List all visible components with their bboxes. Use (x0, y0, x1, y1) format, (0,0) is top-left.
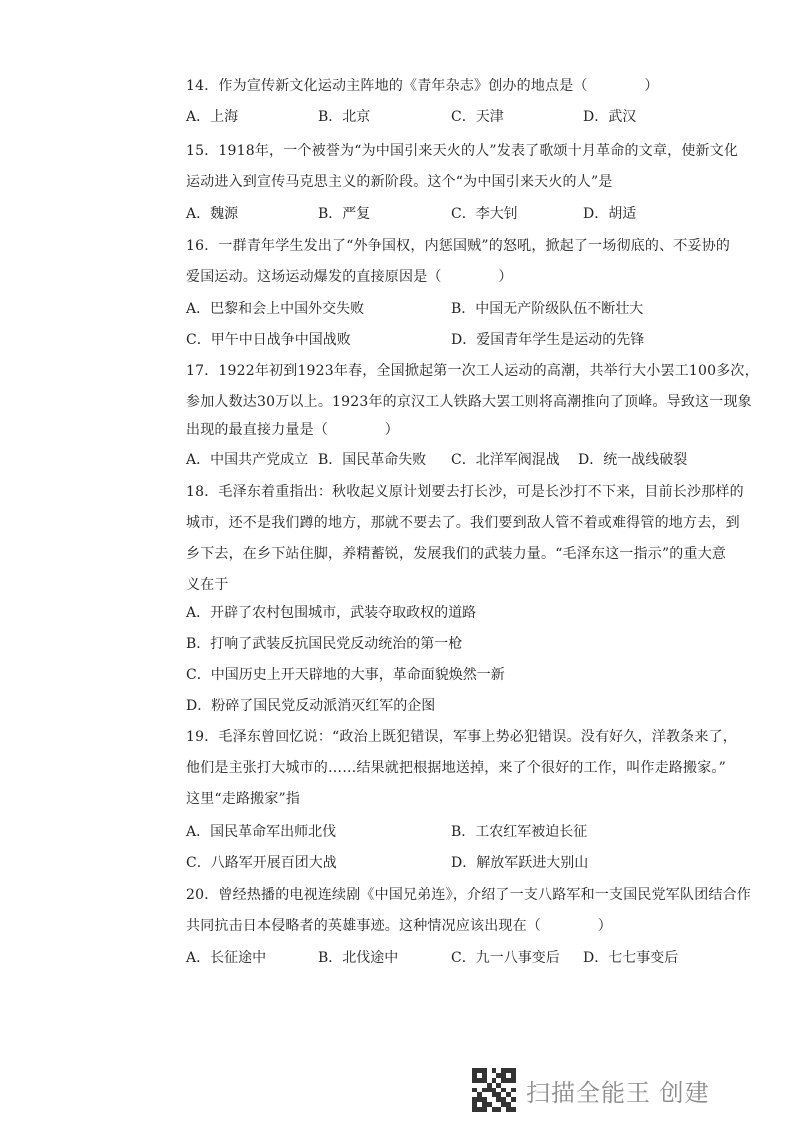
question-16-option-b: B．中国无产阶级队伍不断壮大 (451, 301, 644, 317)
question-17-option-a: A．中国共产党成立 (186, 452, 309, 468)
question-19-stem-line-3: 这里“走路搬家”指 (186, 791, 301, 807)
question-20-stem-line-1: 20．曾经热播的电视连续剧《中国兄弟连》，介绍了一支八路军和一支国民党军队团结合作 (186, 887, 752, 903)
question-16-option-a: A．巴黎和会上中国外交失败 (186, 301, 365, 317)
question-14-stem: 14．作为宣传新文化运动主阵地的《青年杂志》创办的地点是（ ） (186, 78, 659, 94)
question-16-stem-line-2: 爱国运动。这场运动爆发的直接原因是（ ） (186, 269, 513, 285)
question-18-stem-line-4: 义在于 (186, 577, 229, 593)
question-19-option-d: D．解放军跃进大别山 (451, 855, 589, 871)
question-19-option-a: A．国民革命军出师北伐 (186, 824, 337, 840)
question-14-option-c: C．天津 (451, 109, 504, 125)
question-14-option-b: B．北京 (318, 109, 371, 125)
question-15-option-a: A．魏源 (186, 206, 239, 222)
question-20-option-a: A．长征途中 (186, 950, 267, 966)
question-15-stem-line-2: 运动进入到宣传马克思主义的新阶段。这个“为中国引来天火的人”是 (186, 174, 613, 190)
question-19-option-b: B．工农红军被迫长征 (451, 824, 588, 840)
question-17-stem-line-1: 17．1922年初到1923年春，全国掀起第一次工人运动的高潮，共举行大小罢工100多次， (186, 363, 759, 379)
question-19-stem-line-2: 他们是主张打大城市的……结果就把根据地送掉，来了个很好的工作，叫作走路搬家。” (186, 760, 726, 776)
question-17-stem-line-2: 参加人数达30万以上。1923年的京汉工人铁路大罢工则将高潮推向了顶峰。导致这一现象 (186, 394, 752, 410)
scanner-watermark (472, 1068, 710, 1112)
question-18-option-a: A．开辟了农村包围城市，武装夺取政权的道路 (186, 605, 477, 621)
question-15-option-b: B．严复 (318, 206, 371, 222)
question-18-option-b: B．打响了武装反抗国民党反动统治的第一枪 (186, 636, 463, 652)
question-17-option-d: D．统一战线破裂 (578, 452, 688, 468)
question-15-stem-line-1: 15．1918年，一个被誉为“为中国引来天火的人”发表了歌颂十月革命的文章，使新文化 (186, 143, 739, 159)
question-17-stem-line-3: 出现的最直接力量是（ ） (186, 422, 399, 438)
question-18-stem-line-3: 乡下去，在乡下站住脚，养精蓄锐，发展我们的武装力量。“毛泽东这一指示”的重大意 (186, 546, 727, 562)
question-20-stem-line-2: 共同抗击日本侵略者的英雄事迹。这种情况应该出现在（ ） (186, 918, 612, 934)
question-14-option-d: D．武汉 (583, 109, 637, 125)
question-16-stem-line-1: 16．一群青年学生发出了“外争国权，内惩国贼”的怒吼，掀起了一场彻底的、不妥协的 (186, 238, 731, 254)
question-16-option-d: D．爱国青年学生是运动的先锋 (451, 332, 645, 348)
question-14-option-a: A．上海 (186, 109, 239, 125)
watermark-text: 扫描全能王 创建 (526, 1078, 710, 1107)
question-18-stem-line-2: 城市，还不是我们蹲的地方，那就不要去了。我们要到敌人管不着或难得管的地方去，到 (186, 515, 740, 531)
question-20-option-d: D．七七事变后 (583, 950, 679, 966)
question-20-option-b: B．北伐途中 (318, 950, 399, 966)
qr-code-icon (472, 1068, 516, 1112)
question-18-option-d: D．粉碎了国民党反动派消灭红军的企图 (186, 698, 436, 714)
question-15-option-d: D．胡适 (583, 206, 637, 222)
question-16-option-c: C．甲午中日战争中国战败 (186, 332, 351, 348)
question-19-option-c: C．八路军开展百团大战 (186, 855, 337, 871)
question-18-stem-line-1: 18．毛泽东着重指出：秋收起义原计划要去打长沙，可是长沙打不下来，目前长沙那样的 (186, 484, 744, 500)
question-15-option-c: C．李大钊 (451, 206, 518, 222)
question-17-option-b: B．国民革命失败 (318, 452, 427, 468)
question-17-option-c: C．北洋军阀混战 (451, 452, 560, 468)
question-20-option-c: C．九一八事变后 (451, 950, 560, 966)
question-18-option-c: C．中国历史上开天辟地的大事，革命面貌焕然一新 (186, 667, 505, 683)
question-19-stem-line-1: 19．毛泽东曾回忆说：“政治上既犯错误，军事上势必犯错误。没有好久，洋教条来了， (186, 729, 737, 745)
